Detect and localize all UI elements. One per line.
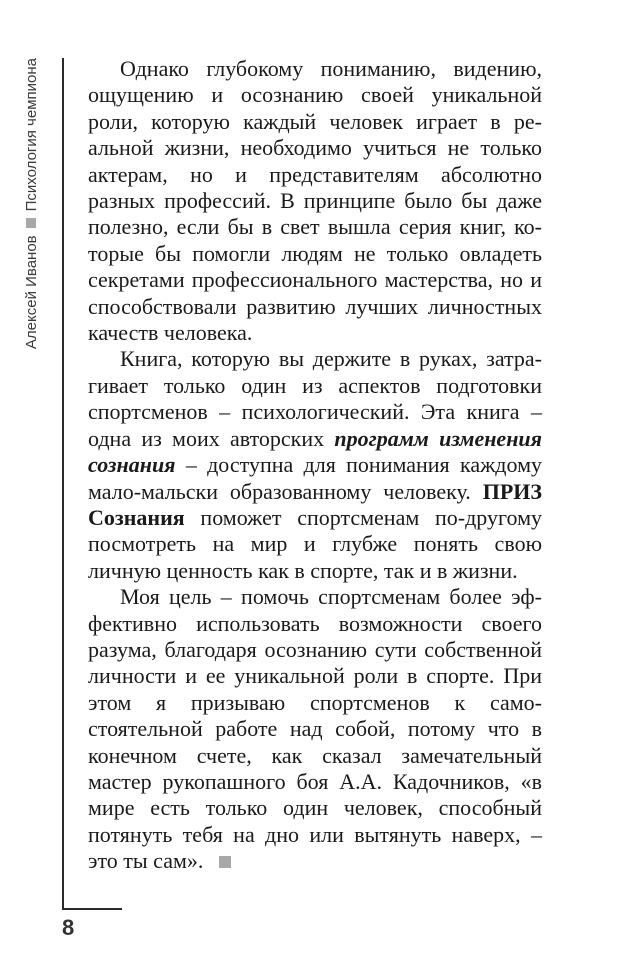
paragraph-2-text-e: поможет спортсменам по-другому посмотреть на мир и глубже понять свою личную ценность как в спорте, так и в жизни.	[88, 504, 542, 583]
emphasis-priz: ПРИЗ Сознания	[88, 478, 542, 530]
paragraph-3-text: Моя цель – помочь спортсменам более эффективно использовать возможности своего разума, благодаря осознанию сути собственной личности и ее уникальной роли в спорте. При этом я призываю спортсменов к самостоятельной работе над собой, потому что в конечном счете, как сказал замечательный мастер рукопашного боя А.А. Кадочников, «в мире есть только один человек, способный потянуть тебя на дно или вытянуть наверх, – это ты сам».	[88, 584, 542, 874]
page-number: 8	[62, 915, 75, 940]
body-text	[88, 56, 542, 875]
paragraph-3	[88, 584, 542, 874]
emphasis-program: программ изменения сознания	[88, 425, 542, 478]
footer-rule	[62, 908, 122, 910]
paragraph-2	[88, 346, 542, 584]
running-head-author: Алексей Иванов	[22, 235, 40, 350]
paragraph-1: Однако глубокому пониманию, видению, ощущению и осознанию своей уникальной роли, которую каждый человек играет в реальной жизни, необходимо учиться не только актерам, но и представителям абсолютно разных профессий. В принципе было бы даже полезно, если бы в свет вышла серия книг, которые бы помогли людям не только овладеть секретами профессионального мастерства, но и способствовали развитию лучших личностных качеств человека.	[88, 56, 542, 346]
margin-rule	[62, 58, 64, 910]
end-square-icon	[219, 856, 231, 868]
running-head	[10, 58, 52, 398]
running-head-title: Психология чемпиона	[22, 58, 40, 212]
paragraph-2-text-c: – доступна для понимания каждому мало-мальски образованному человеку.	[88, 452, 542, 504]
separator-square-icon	[26, 218, 36, 228]
paragraph-2-text-a: Книга, которую вы держите в руках, затрагивает только один из аспектов подготовки спортсменов – психологический. Эта книга – одна из моих авторских	[88, 346, 542, 451]
